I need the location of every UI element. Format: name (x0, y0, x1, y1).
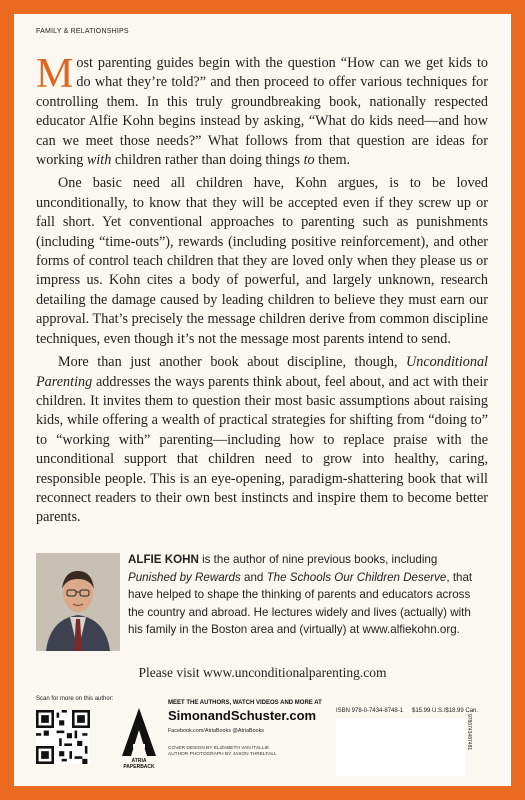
description-text (36, 51, 488, 532)
photo-credit: AUTHOR PHOTOGRAPH BY JASON THRELFALL (168, 752, 277, 757)
paragraph-1-part-c: them. (314, 152, 351, 169)
paragraph-1-part-b: children rather than doing things (111, 152, 304, 169)
book-schools: The Schools Our Children Deserve (266, 570, 447, 584)
paragraph-1 (36, 51, 488, 170)
scan-label: Scan for more on this author: (36, 696, 114, 702)
publisher-site-link[interactable]: SimonandSchuster.com (168, 708, 317, 723)
cover-design-credit: COVER DESIGN BY ELIZABETH VAN ITALLIE (168, 746, 270, 751)
book-punished: Punished by Rewards (128, 570, 241, 584)
author-name: ALFIE KOHN (128, 553, 199, 566)
publisher-footer (36, 696, 488, 786)
paragraph-3-lead: More than just another book about discipline, though, (58, 354, 407, 371)
bio-part-b: and (240, 570, 267, 584)
book-title-italic: Unconditional Parenting (36, 354, 488, 390)
paragraph-1-part-a: ost parenting guides begin with the question “How can we get kids to do what they’re told?” and then proceed to offer various techniques for controlling them. In this truly groundbreaking book, nationally respected educator Alfie Kohn begins instead by asking, “What do kids need—and how can we meet those needs?” What follows from that question are ideas for working (36, 55, 488, 169)
paragraph-2: One basic need all children have, Kohn argues, is to be loved unconditionally, to know that they will be accepted even if they screw up or fall short. Yet conventional approaches to parenting such as punishments (including “time-outs”), rewards (including positive reinforcement), and other forms of control teach children that they are loved only when they please us or impress us. Kohn cites a body of powerful, and largely unknown, research detailing the damage caused by leading children to believe they must earn our approval. That’s precisely the message children derive from common discipline techniques, even though it’s not the message most parents intend to send. (36, 175, 488, 347)
website-line: Please visit www.unconditionalparenting.com (138, 665, 387, 680)
bio-part-a: is the author of nine previous books, including (198, 553, 438, 566)
author-photo (36, 553, 120, 651)
atria-text: ATRIA (131, 758, 147, 764)
atria-label (114, 758, 164, 770)
paragraph-3-rest: addresses the ways parents think about, feel about, and act with their children. It invites them to question their most basic assumptions about raising kids, while offering a wealth of practical strategies for shifting from “doing to” to “working with” parenting—including how to replace praise with the unconditional support that children need to grow into healthy, caring, responsible people. This is an eye-opening, paradigm-shattering book that will reconnect readers to their own best instincts and inspire them to become better parents. (36, 373, 488, 526)
barcode (336, 718, 466, 776)
category-label: FAMILY & RELATIONSHIPS (36, 28, 129, 35)
isbn-text: ISBN 978-0-7434-8748-1 (336, 708, 404, 714)
meet-authors-text: MEET THE AUTHORS, WATCH VIDEOS AND MORE AT (168, 700, 322, 706)
social-links[interactable]: Facebook.com/AtriaBooks @AtriaBooks (168, 728, 264, 734)
price-text: $15.99 U.S./$18.99 Can. (412, 708, 479, 714)
italic-with: with (86, 152, 112, 169)
barcode-digits: 9780743487481 (466, 714, 472, 751)
paperback-text: PAPERBACK (123, 764, 155, 770)
qr-code-icon[interactable] (36, 710, 90, 764)
back-cover-panel (14, 14, 511, 786)
paragraph-3 (36, 353, 488, 528)
drop-cap: M (36, 51, 74, 97)
italic-to: to (303, 152, 315, 169)
bio-part-c: , that have helped to shape the thinking of parents and educators across the country and abroad. He lectures widely and lives (actually) with his family in the Boston area and (virtually) at www.alfiekohn.org. (128, 570, 473, 636)
author-bio (128, 551, 488, 639)
credits (168, 746, 277, 758)
author-section (36, 549, 488, 649)
